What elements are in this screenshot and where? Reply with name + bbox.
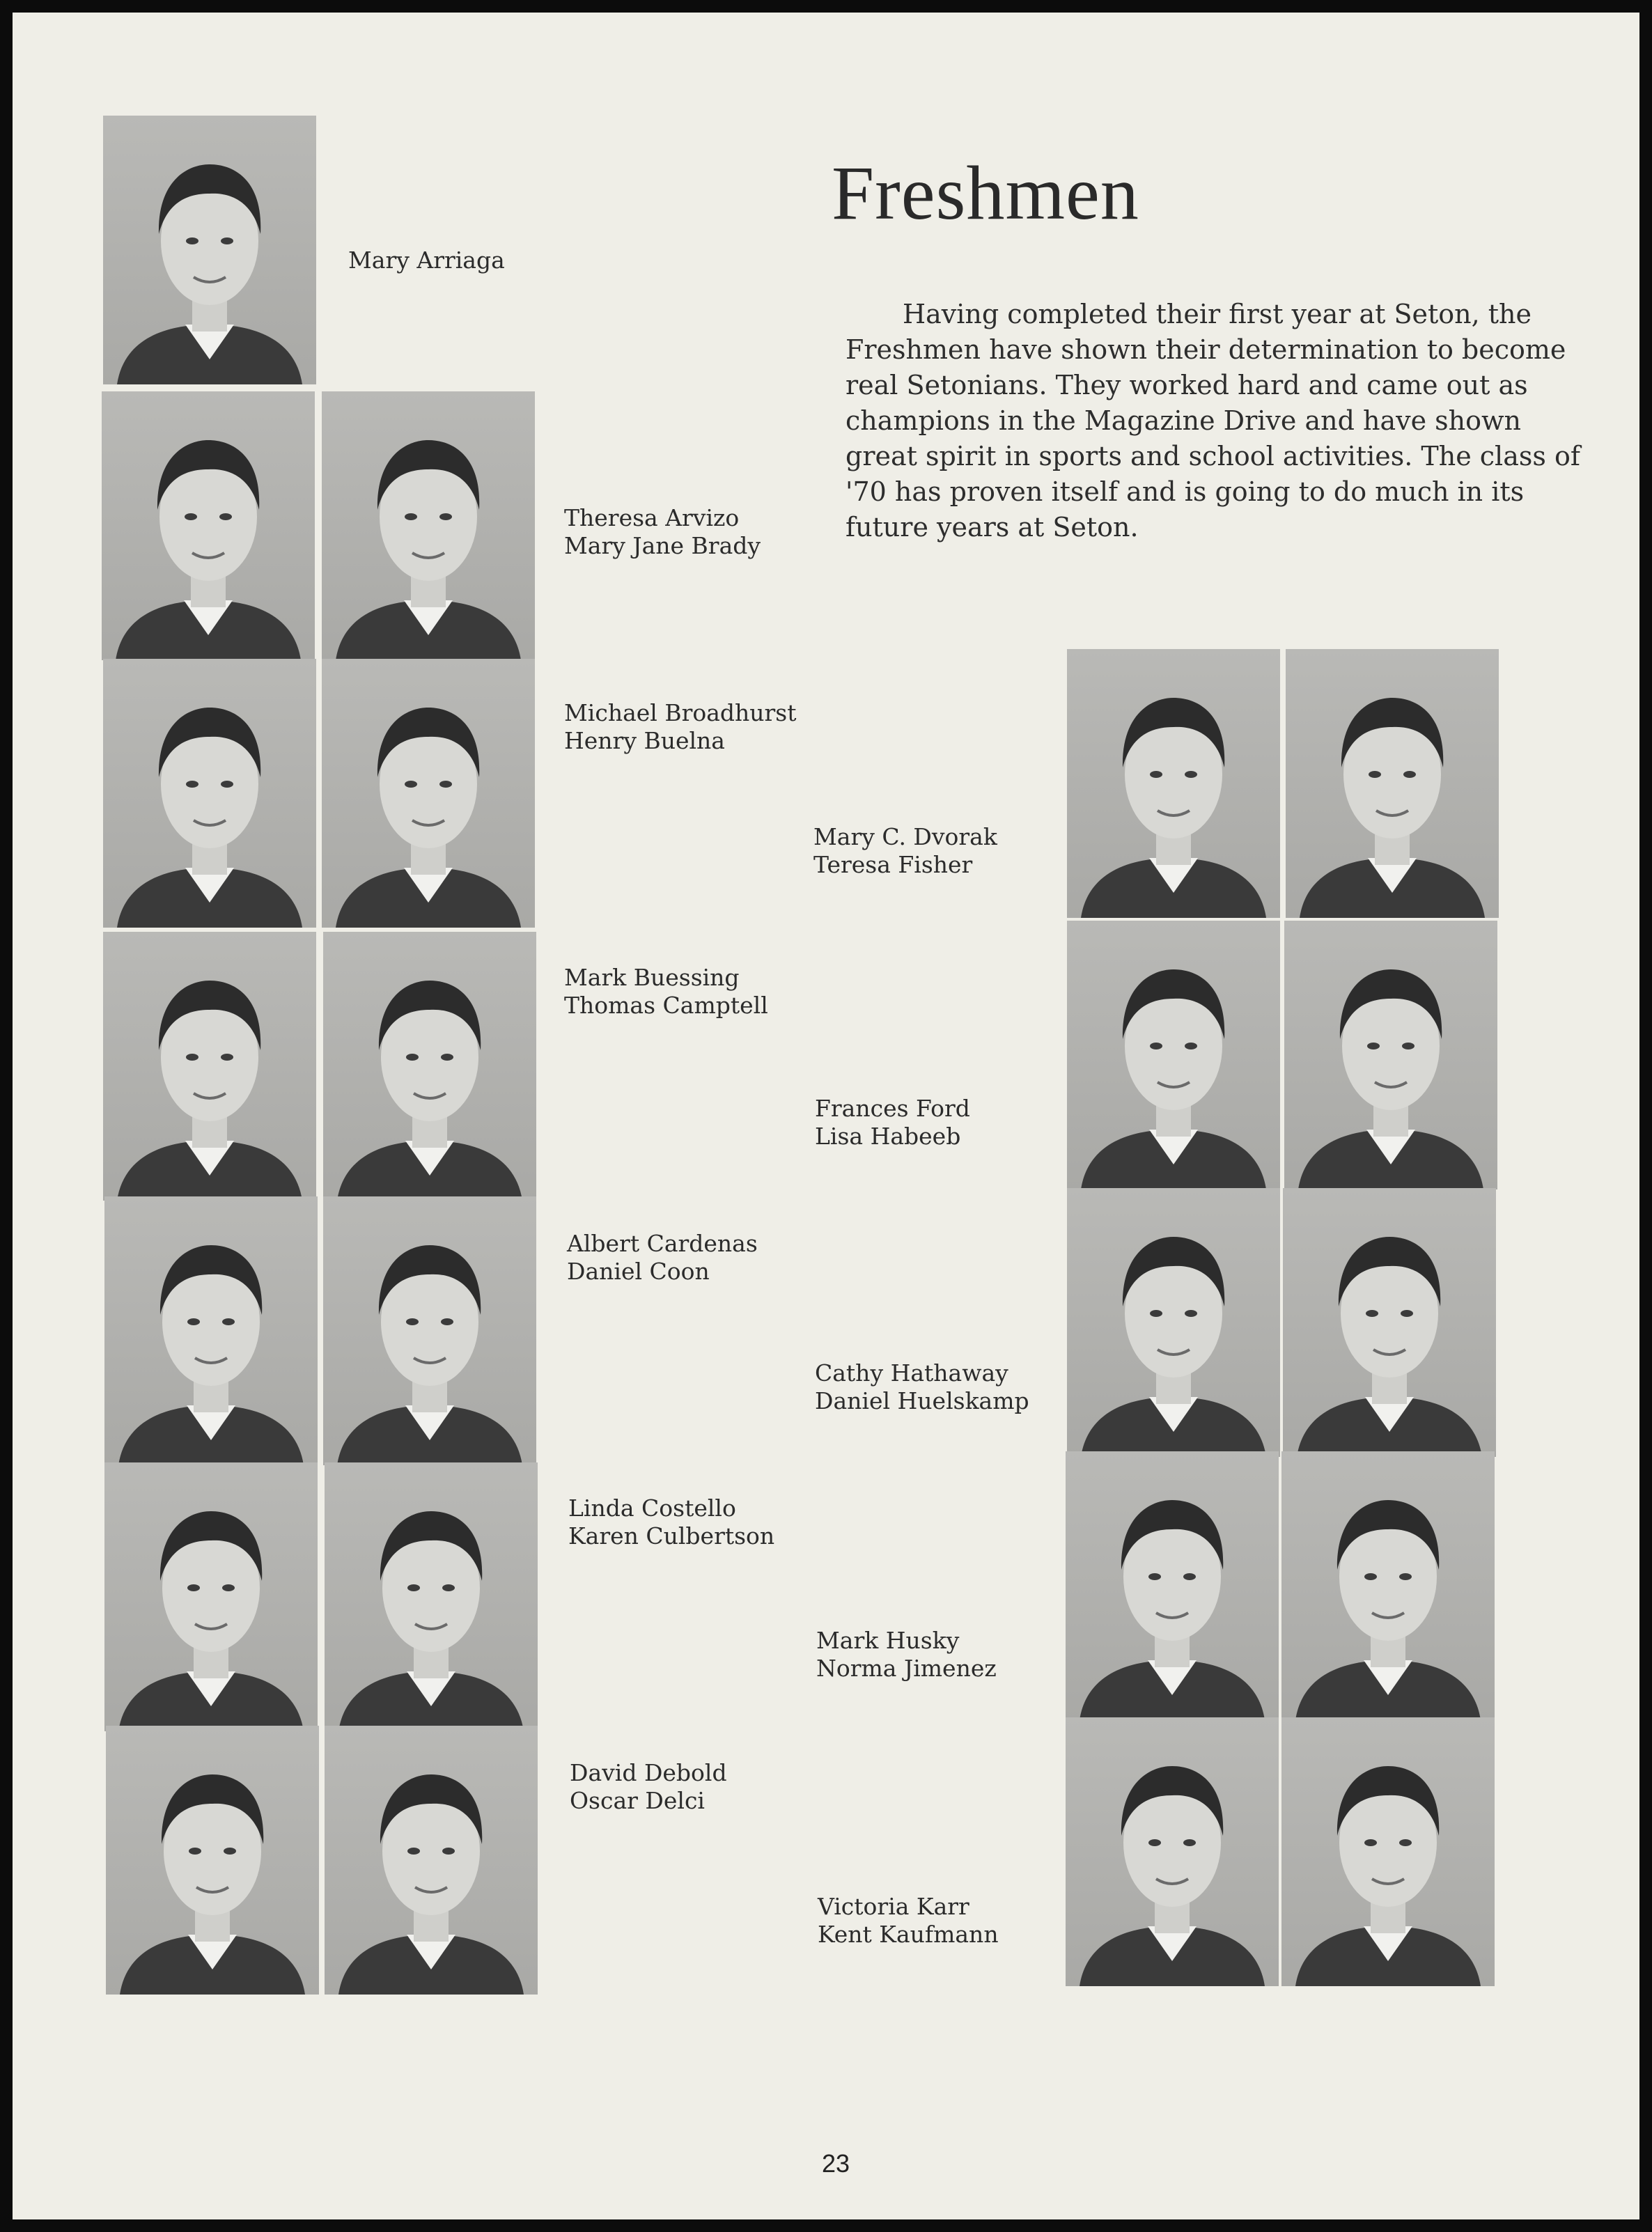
portrait-oscar-delci xyxy=(325,1726,538,1995)
name-albert-cardenas: Albert Cardenas xyxy=(567,1230,758,1257)
portrait-shape xyxy=(407,1584,420,1591)
portrait-shape xyxy=(1399,1839,1412,1846)
portrait-shape xyxy=(221,237,233,244)
portrait-shape xyxy=(186,781,198,788)
caption-arvizo-brady xyxy=(564,504,761,560)
portrait-henry-buelna xyxy=(322,659,535,928)
caption-hathaway-huelskamp xyxy=(815,1359,1029,1415)
portrait-image xyxy=(1284,921,1497,1189)
portrait-shape xyxy=(406,1318,419,1325)
portrait-shape xyxy=(1364,1839,1377,1846)
name-henry-buelna: Henry Buelna xyxy=(564,727,725,754)
portrait-shape xyxy=(1402,1043,1415,1049)
portrait-shape xyxy=(1364,1573,1377,1580)
caption-karr-kaufmann xyxy=(818,1893,999,1949)
portrait-image xyxy=(1281,1451,1495,1720)
name-oscar-delci: Oscar Delci xyxy=(570,1787,705,1814)
portrait-shape xyxy=(1183,1839,1196,1846)
portrait-shape xyxy=(1367,1043,1380,1049)
caption-costello-culbertson xyxy=(568,1494,774,1550)
portrait-mary-dvorak xyxy=(1067,649,1280,918)
portrait-shape xyxy=(221,781,233,788)
page-number: 23 xyxy=(822,2149,850,2178)
portrait-frances-ford xyxy=(1067,921,1280,1189)
caption-husky-jimenez xyxy=(816,1627,997,1683)
portrait-shape xyxy=(1185,1043,1197,1049)
name-mary-jane-brady: Mary Jane Brady xyxy=(564,532,761,559)
portrait-shape xyxy=(221,1054,233,1061)
portrait-thomas-camptell xyxy=(323,932,536,1201)
portrait-theresa-arvizo xyxy=(102,391,315,660)
portrait-shape xyxy=(222,1318,235,1325)
portrait-shape xyxy=(219,513,232,520)
portrait-shape xyxy=(222,1584,235,1591)
portrait-lisa-habeeb xyxy=(1284,921,1497,1189)
portrait-shape xyxy=(1183,1573,1196,1580)
portrait-image xyxy=(1067,649,1280,918)
portrait-image xyxy=(1281,1717,1495,1986)
portrait-mark-husky xyxy=(1066,1451,1279,1720)
portrait-shape xyxy=(439,513,452,520)
portrait-mary-jane-brady xyxy=(322,391,535,660)
caption-broadhurst-buelna xyxy=(564,699,797,755)
name-norma-jimenez: Norma Jimenez xyxy=(816,1655,997,1682)
name-linda-costello: Linda Costello xyxy=(568,1494,736,1522)
caption-dvorak-fisher xyxy=(813,823,997,879)
portrait-linda-costello xyxy=(104,1462,318,1731)
name-mark-husky: Mark Husky xyxy=(816,1627,960,1654)
portrait-image xyxy=(1067,1188,1280,1457)
portrait-shape xyxy=(405,513,417,520)
portrait-shape xyxy=(1403,771,1416,778)
portrait-shape xyxy=(405,781,417,788)
name-michael-broadhurst: Michael Broadhurst xyxy=(564,699,797,726)
portrait-shape xyxy=(407,1848,420,1855)
portrait-image xyxy=(103,116,316,384)
portrait-image xyxy=(106,1726,319,1995)
portrait-shape xyxy=(1369,771,1381,778)
name-thomas-camptell: Thomas Camptell xyxy=(564,992,768,1019)
portrait-shape xyxy=(441,1318,453,1325)
portrait-shape xyxy=(224,1848,236,1855)
portrait-shape xyxy=(442,1584,455,1591)
name-cathy-hathaway: Cathy Hathaway xyxy=(815,1359,1008,1387)
name-karen-culbertson: Karen Culbertson xyxy=(568,1522,775,1550)
yearbook-page xyxy=(13,13,1639,2219)
portrait-image xyxy=(322,391,535,660)
portrait-mary-arriaga xyxy=(103,116,316,384)
portrait-daniel-coon xyxy=(323,1196,536,1465)
caption-debold-delci xyxy=(570,1759,727,1815)
portrait-image xyxy=(1067,921,1280,1189)
portrait-shape xyxy=(1150,1310,1162,1317)
caption-mary-arriaga xyxy=(348,247,505,274)
portrait-shape xyxy=(1150,771,1162,778)
portrait-image xyxy=(1066,1717,1279,1986)
portrait-shape xyxy=(189,1848,201,1855)
portrait-shape xyxy=(406,1054,419,1061)
portrait-shape xyxy=(441,1054,453,1061)
portrait-shape xyxy=(1399,1573,1412,1580)
portrait-shape xyxy=(1185,771,1197,778)
name-mary-dvorak: Mary C. Dvorak xyxy=(813,823,997,850)
portrait-mark-buessing xyxy=(103,932,316,1201)
portrait-image xyxy=(323,932,536,1201)
portrait-image xyxy=(104,1196,318,1465)
portrait-image xyxy=(322,659,535,928)
name-david-debold: David Debold xyxy=(570,1759,727,1786)
portrait-shape xyxy=(186,237,198,244)
name-daniel-huelskamp: Daniel Huelskamp xyxy=(815,1387,1029,1414)
caption-cardenas-coon xyxy=(567,1230,758,1286)
portrait-david-debold xyxy=(106,1726,319,1995)
name-lisa-habeeb: Lisa Habeeb xyxy=(815,1123,961,1150)
portrait-image xyxy=(1286,649,1499,918)
portrait-shape xyxy=(1401,1310,1413,1317)
caption-buessing-camptell xyxy=(564,964,768,1020)
portrait-shape xyxy=(1185,1310,1197,1317)
portrait-shape xyxy=(187,1318,200,1325)
portrait-image xyxy=(102,391,315,660)
portrait-daniel-huelskamp xyxy=(1283,1188,1496,1457)
name-kent-kaufmann: Kent Kaufmann xyxy=(818,1921,999,1948)
name-frances-ford: Frances Ford xyxy=(815,1095,970,1122)
portrait-image xyxy=(323,1196,536,1465)
portrait-shape xyxy=(187,1584,200,1591)
portrait-image xyxy=(1066,1451,1279,1720)
portrait-shape xyxy=(442,1848,455,1855)
portrait-shape xyxy=(1148,1839,1161,1846)
portrait-image xyxy=(1283,1188,1496,1457)
portrait-albert-cardenas xyxy=(104,1196,318,1465)
caption-ford-habeeb xyxy=(815,1095,970,1150)
portrait-shape xyxy=(1150,1043,1162,1049)
portrait-image xyxy=(103,659,316,928)
name-teresa-fisher: Teresa Fisher xyxy=(813,851,973,878)
portrait-shape xyxy=(186,1054,198,1061)
portrait-image xyxy=(103,932,316,1201)
intro-paragraph: Having completed their first year at Seton, the Freshmen have shown their determination to become real Setonians. They worked hard and came out as champions in the Magazine Drive and have shown great spirit in sports and school activities. The class of '70 has proven itself and is going to do much in its future years at Seton. xyxy=(846,299,1580,543)
portrait-image xyxy=(325,1726,538,1995)
portrait-shape xyxy=(439,781,452,788)
portrait-teresa-fisher xyxy=(1286,649,1499,918)
name-mary-arriaga: Mary Arriaga xyxy=(348,247,505,274)
portrait-victoria-karr xyxy=(1066,1717,1279,1986)
name-theresa-arvizo: Theresa Arvizo xyxy=(564,504,740,531)
portrait-kent-kaufmann xyxy=(1281,1717,1495,1986)
portrait-michael-broadhurst xyxy=(103,659,316,928)
name-daniel-coon: Daniel Coon xyxy=(567,1258,710,1285)
portrait-norma-jimenez xyxy=(1281,1451,1495,1720)
name-victoria-karr: Victoria Karr xyxy=(818,1893,969,1920)
portrait-shape xyxy=(1366,1310,1378,1317)
portrait-karen-culbertson xyxy=(325,1462,538,1731)
name-mark-buessing: Mark Buessing xyxy=(564,964,740,991)
portrait-image xyxy=(325,1462,538,1731)
portrait-shape xyxy=(185,513,197,520)
page-title: Freshmen xyxy=(832,150,1139,235)
portrait-shape xyxy=(1148,1573,1161,1580)
portrait-image xyxy=(104,1462,318,1731)
portrait-cathy-hathaway xyxy=(1067,1188,1280,1457)
